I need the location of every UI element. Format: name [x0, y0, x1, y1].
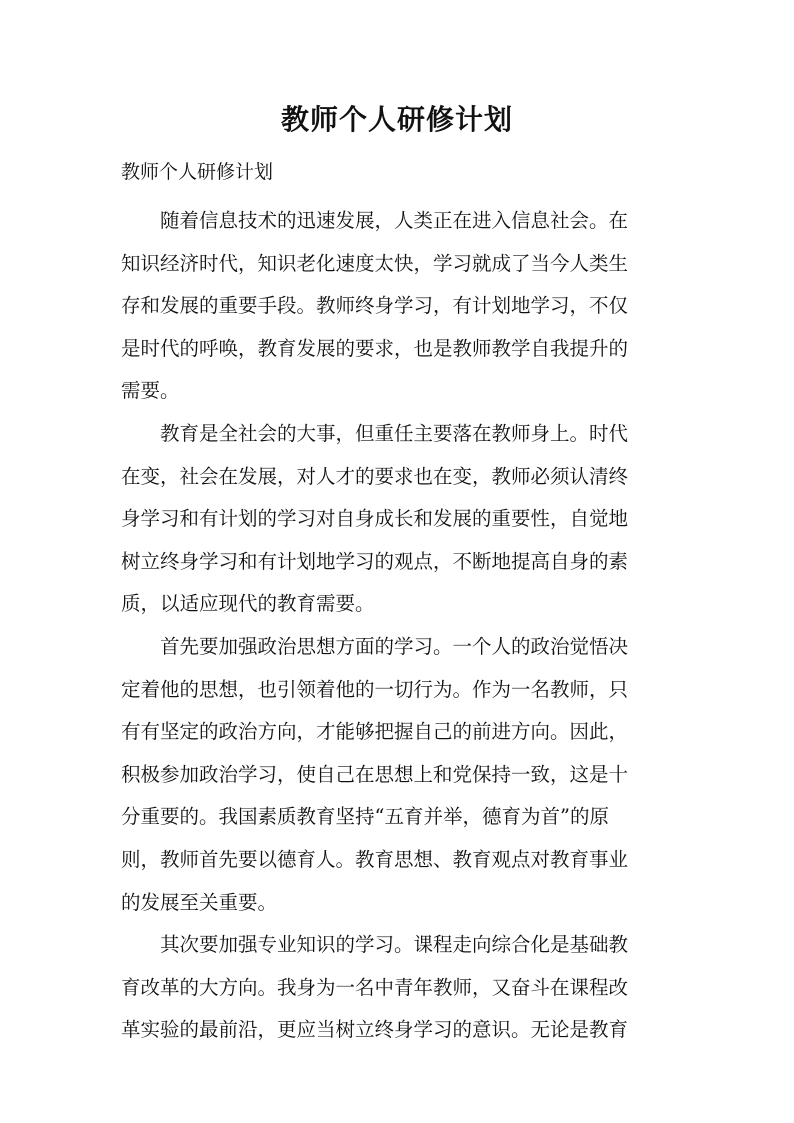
document-body — [121, 200, 681, 1052]
document-title: 教师个人研修计划 — [280, 103, 513, 136]
paragraph-3: 首先要加强政治思想方面的学习。一个人的政治觉悟决 定着他的思想，也引领着他的一切行为。作为一名教师，只 有有坚定的政治方向，才能够把握自己的前进方向。因此， 积极参加政治学习，使自己在思想上和党保持一致，这是十 分重要的。我国素质教育坚持“五育并举，德育为首”的原 则，教师首先要以德育人。教育思想、教育观点对教育事业 的发展至关重要。 — [121, 634, 629, 914]
paragraph-4: 其次要加强专业知识的学习。课程走向综合化是基础教 育改革的大方向。我身为一名中青年教师，又奋斗在课程改 革实验的最前沿，更应当树立终身学习的意识。无论是教育 — [121, 933, 629, 1042]
document-subtitle: 教师个人研修计划 — [121, 161, 274, 183]
paragraph-2: 教育是全社会的大事，但重任主要落在教师身上。时代 在变，社会在发展，对人才的要求也在变，教师必须认清终 身学习和有计划的学习对自身成长和发展的重要性，自觉地 树立终身学习和有计划地学习的观点，不断地提高自身的素 质，以适应现代的教育需要。 — [121, 421, 629, 616]
paragraph-1: 随着信息技术的迅速发展，人类正在进入信息社会。在 知识经济时代，知识老化速度太快，学习就成了当今人类生 存和发展的重要手段。教师终身学习，有计划地学习，不仅 是时代的呼唤，教育发展的要求，也是教师教学自我提升的 需要。 — [121, 209, 629, 403]
